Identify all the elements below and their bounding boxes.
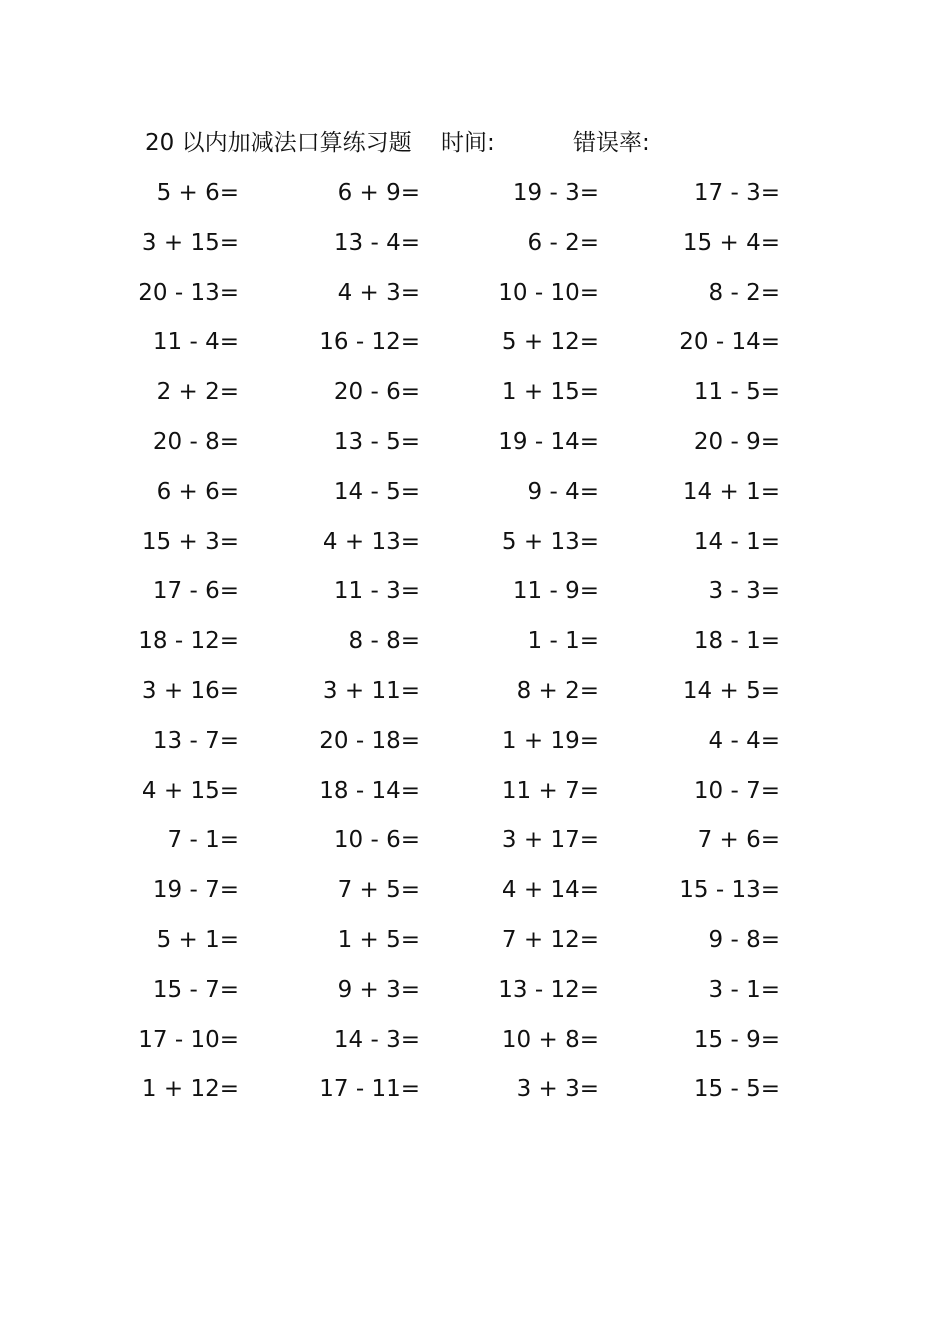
problem-cell: 3 + 16= [141, 677, 239, 704]
problem-cell: 7 + 5= [337, 877, 420, 904]
problem-row [0, 475, 950, 525]
problem-cell: 13 - 5= [333, 428, 420, 455]
problem-row [0, 1023, 950, 1073]
worksheet-title: 20 以内加减法口算练习题 [145, 130, 412, 156]
problem-cell: 15 - 13= [679, 877, 780, 904]
problem-row [0, 176, 950, 226]
problem-cell: 20 - 8= [152, 428, 239, 455]
problem-cell: 1 + 5= [337, 926, 420, 953]
error-rate-label: 错误率: [573, 130, 650, 156]
problem-cell: 20 - 18= [319, 727, 420, 754]
problem-cell: 15 - 7= [152, 976, 239, 1003]
problem-cell: 19 - 14= [498, 428, 599, 455]
problem-cell: 3 + 11= [322, 677, 420, 704]
problem-cell: 8 - 2= [708, 279, 780, 306]
problem-cell: 11 - 5= [693, 379, 780, 406]
problem-cell: 20 - 9= [693, 428, 780, 455]
problem-cell: 6 - 2= [527, 229, 599, 256]
problem-cell: 9 - 4= [527, 478, 599, 505]
problem-cell: 5 + 1= [156, 926, 239, 953]
problem-cell: 3 + 17= [501, 827, 599, 854]
problem-cell: 6 + 9= [337, 180, 420, 206]
problem-cell: 16 - 12= [319, 329, 420, 356]
problem-cell: 8 + 2= [516, 677, 599, 704]
problem-cell: 18 - 12= [138, 628, 239, 655]
problem-cell: 13 - 7= [152, 727, 239, 754]
problem-cell: 5 + 12= [501, 329, 599, 356]
problem-cell: 14 - 1= [693, 528, 780, 555]
problem-cell: 15 + 3= [141, 528, 239, 555]
problem-row [0, 873, 950, 923]
problem-cell: 8 - 8= [348, 628, 420, 655]
problem-row [0, 973, 950, 1023]
problem-cell: 7 + 12= [501, 926, 599, 953]
problem-row [0, 1072, 950, 1122]
problem-cell: 18 - 14= [319, 777, 420, 804]
problem-cell: 20 - 13= [138, 279, 239, 306]
problem-cell: 1 + 19= [501, 727, 599, 754]
problem-cell: 2 + 2= [156, 379, 239, 406]
problem-cell: 14 + 5= [682, 677, 780, 704]
problem-row [0, 375, 950, 425]
problem-cell: 20 - 6= [333, 379, 420, 406]
problem-cell: 17 - 6= [152, 578, 239, 605]
problem-cell: 15 - 5= [693, 1076, 780, 1103]
problem-cell: 17 - 3= [693, 180, 780, 206]
problem-grid [0, 176, 950, 1122]
problem-cell: 5 + 6= [156, 180, 239, 206]
problem-cell: 17 - 11= [319, 1076, 420, 1103]
problem-row [0, 574, 950, 624]
problem-cell: 9 - 8= [708, 926, 780, 953]
problem-cell: 19 - 3= [512, 180, 599, 206]
problem-cell: 10 - 7= [693, 777, 780, 804]
problem-cell: 6 + 6= [156, 478, 239, 505]
problem-cell: 10 + 8= [501, 1026, 599, 1053]
problem-cell: 18 - 1= [693, 628, 780, 655]
problem-cell: 1 + 12= [141, 1076, 239, 1103]
problem-row [0, 624, 950, 674]
problem-row [0, 276, 950, 326]
problem-cell: 14 - 3= [333, 1026, 420, 1053]
problem-cell: 11 - 4= [152, 329, 239, 356]
problem-cell: 11 - 9= [512, 578, 599, 605]
problem-cell: 3 - 3= [708, 578, 780, 605]
problem-row [0, 226, 950, 276]
problem-row [0, 425, 950, 475]
problem-row [0, 525, 950, 575]
problem-row [0, 325, 950, 375]
problem-cell: 14 + 1= [682, 478, 780, 505]
problem-cell: 1 - 1= [527, 628, 599, 655]
time-label: 时间: [441, 130, 495, 156]
problem-cell: 10 - 10= [498, 279, 599, 306]
problem-row [0, 774, 950, 824]
problem-cell: 9 + 3= [337, 976, 420, 1003]
problem-cell: 10 - 6= [333, 827, 420, 854]
problem-cell: 3 + 3= [516, 1076, 599, 1103]
problem-cell: 7 + 6= [697, 827, 780, 854]
problem-row [0, 923, 950, 973]
problem-cell: 3 - 1= [708, 976, 780, 1003]
problem-cell: 20 - 14= [679, 329, 780, 356]
problem-cell: 17 - 10= [138, 1026, 239, 1053]
problem-row [0, 823, 950, 873]
problem-cell: 7 - 1= [167, 827, 239, 854]
problem-cell: 13 - 4= [333, 229, 420, 256]
problem-row [0, 724, 950, 774]
problem-cell: 15 - 9= [693, 1026, 780, 1053]
problem-cell: 4 + 13= [322, 528, 420, 555]
problem-cell: 3 + 15= [141, 229, 239, 256]
problem-cell: 13 - 12= [498, 976, 599, 1003]
problem-cell: 11 - 3= [333, 578, 420, 605]
problem-cell: 5 + 13= [501, 528, 599, 555]
problem-cell: 19 - 7= [152, 877, 239, 904]
problem-cell: 4 + 14= [501, 877, 599, 904]
problem-cell: 4 + 3= [337, 279, 420, 306]
problem-cell: 11 + 7= [501, 777, 599, 804]
problem-row [0, 674, 950, 724]
problem-cell: 15 + 4= [682, 229, 780, 256]
problem-cell: 4 + 15= [141, 777, 239, 804]
problem-cell: 4 - 4= [708, 727, 780, 754]
problem-cell: 1 + 15= [501, 379, 599, 406]
problem-cell: 14 - 5= [333, 478, 420, 505]
